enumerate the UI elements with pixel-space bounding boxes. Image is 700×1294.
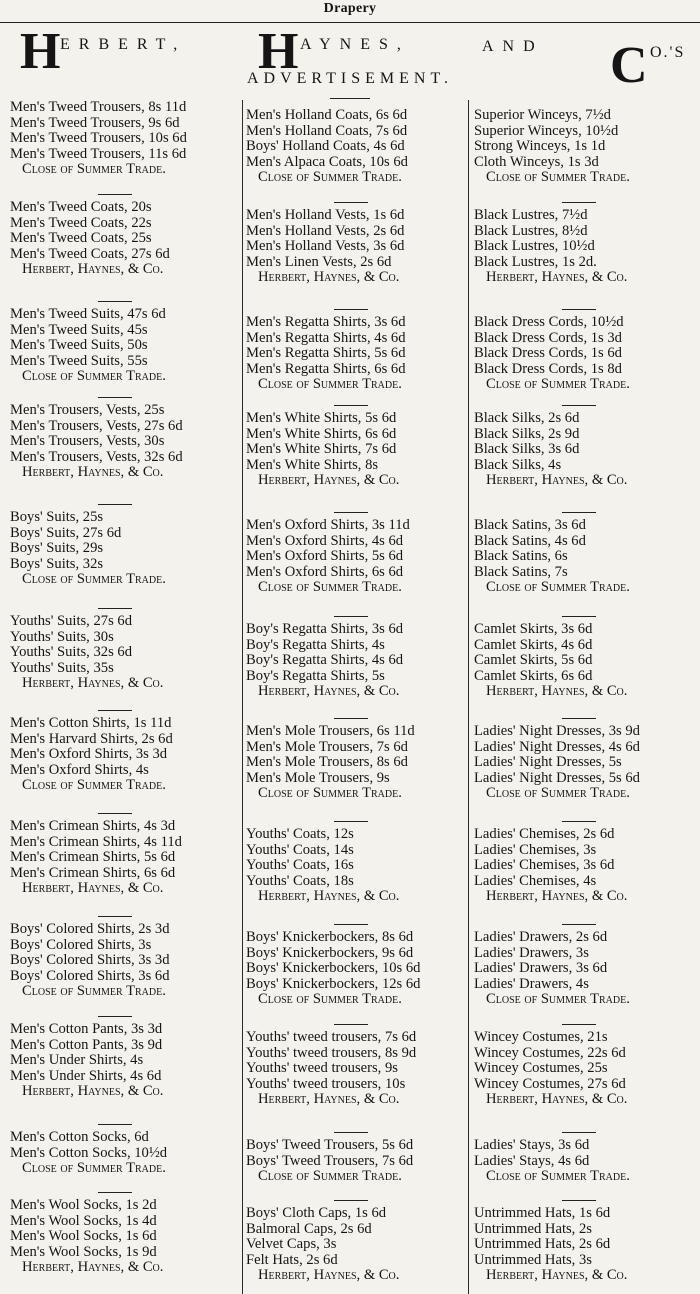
price-block [10, 1198, 242, 1276]
block-signature: Close of Summer Trade. [486, 991, 630, 1007]
block-signature: Close of Summer Trade. [258, 376, 402, 392]
price-block [474, 208, 698, 286]
price-line: Men's White Shirts, 5s 6d [246, 410, 397, 426]
block-signature: Herbert, Haynes, & Co. [486, 888, 628, 904]
block-separator [334, 1132, 368, 1133]
block-signature: Close of Summer Trade. [486, 169, 630, 185]
price-line: Ladies' Drawers, 3s [474, 944, 589, 961]
price-line: Black Lustres, 1s 2d. [474, 253, 597, 270]
price-line: Youths' Coats, 16s [246, 857, 354, 873]
block-separator [562, 1200, 596, 1201]
price-line: Men's Wool Socks, 1s 4d [10, 1212, 157, 1229]
block-signature: Herbert, Haynes, & Co. [486, 683, 628, 699]
price-line: Youths' Coats, 14s [246, 841, 354, 858]
block-signature: Close of Summer Trade. [258, 991, 402, 1007]
price-line: Men's Mole Trousers, 7s 6d [246, 738, 408, 755]
price-line: Boys' Knickerbockers, 8s 6d [246, 929, 414, 945]
block-separator [98, 916, 132, 917]
price-line: Men's Tweed Suits, 47s 6d [10, 306, 166, 322]
price-line: Boy's Regatta Shirts, 4s [246, 636, 385, 653]
price-line: Youths' tweed trousers, 9s [246, 1060, 398, 1076]
block-separator [98, 504, 132, 505]
block-separator [334, 1024, 368, 1025]
price-line: Men's Regatta Shirts, 3s 6d [246, 314, 406, 330]
column-right [474, 100, 698, 1294]
block-separator [562, 202, 596, 203]
price-line: Strong Winceys, 1s 1d [474, 138, 606, 154]
price-block [10, 1130, 242, 1177]
block-signature: Herbert, Haynes, & Co. [258, 1267, 400, 1283]
block-signature: Herbert, Haynes, & Co. [22, 880, 164, 896]
price-line: Men's Mole Trousers, 8s 6d [246, 754, 408, 770]
masthead-word-co: O.'S [650, 44, 686, 61]
price-block [246, 930, 468, 1008]
price-line: Superior Winceys, 10½d [474, 122, 619, 139]
block-separator [562, 924, 596, 925]
price-line: Men's Tweed Trousers, 9s 6d [10, 114, 180, 131]
block-separator [334, 202, 368, 203]
block-signature: Herbert, Haynes, & Co. [22, 261, 164, 277]
price-line: Boys' Suits, 25s [10, 509, 104, 525]
price-line: Men's Tweed Coats, 22s [10, 214, 152, 231]
block-separator [334, 405, 368, 406]
block-signature: Close of Summer Trade. [486, 579, 630, 595]
price-line: Boys' Tweed Trousers, 7s 6d [246, 1152, 414, 1169]
price-line: Youths' tweed trousers, 10s [246, 1075, 406, 1092]
price-line: Ladies' Night Dresses, 3s 9d [474, 723, 640, 739]
price-line: Men's Holland Vests, 3s 6d [246, 238, 405, 254]
price-line: Ladies' Chemises, 2s 6d [474, 826, 615, 842]
price-line: Men's Trousers, Vests, 25s [10, 402, 165, 418]
block-signature: Herbert, Haynes, & Co. [486, 1267, 628, 1283]
block-separator [334, 718, 368, 719]
block-separator [562, 309, 596, 310]
price-line: Black Dress Cords, 1s 3d [474, 329, 622, 346]
price-line: Boys' Knickerbockers, 10s 6d [246, 960, 421, 976]
price-block [10, 1022, 242, 1100]
block-signature: Herbert, Haynes, & Co. [486, 269, 628, 285]
price-block [10, 614, 242, 692]
price-block [474, 1030, 698, 1108]
block-signature: Close of Summer Trade. [486, 1168, 630, 1184]
price-line: Wincey Costumes, 27s 6d [474, 1075, 626, 1092]
price-block [474, 724, 698, 802]
price-line: Men's Mole Trousers, 9s [246, 769, 390, 786]
price-line: Ladies' Chemises, 4s [474, 872, 597, 889]
price-line: Men's Regatta Shirts, 5s 6d [246, 345, 406, 361]
price-line: Black Silks, 3s 6d [474, 441, 580, 457]
price-line: Black Dress Cords, 1s 8d [474, 360, 622, 377]
price-line: Men's Trousers, Vests, 27s 6d [10, 417, 183, 434]
block-signature: Close of Summer Trade. [22, 1160, 166, 1176]
price-block [10, 200, 242, 278]
price-line: Youths' Coats, 18s [246, 872, 354, 889]
price-line: Boy's Regatta Shirts, 3s 6d [246, 621, 404, 637]
price-line: Men's Tweed Suits, 55s [10, 352, 148, 369]
price-line: Untrimmed Hats, 3s [474, 1251, 592, 1268]
price-line: Men's Holland Vests, 2s 6d [246, 222, 405, 239]
price-line: Black Satins, 7s [474, 563, 568, 580]
block-separator [334, 1200, 368, 1201]
block-separator [562, 1024, 596, 1025]
price-line: Black Silks, 2s 6d [474, 410, 580, 426]
price-line: Men's Oxford Shirts, 5s 6d [246, 548, 404, 564]
price-line: Black Dress Cords, 10½d [474, 314, 624, 330]
price-line: Cloth Winceys, 1s 3d [474, 153, 599, 170]
column-middle [246, 100, 468, 1294]
price-block [246, 411, 468, 489]
price-line: Camlet Skirts, 6s 6d [474, 667, 593, 684]
block-signature: Close of Summer Trade. [258, 579, 402, 595]
price-line: Ladies' Chemises, 3s 6d [474, 857, 615, 873]
block-signature: Close of Summer Trade. [22, 777, 166, 793]
price-line: Black Silks, 4s [474, 456, 562, 473]
price-line: Men's White Shirts, 6s 6d [246, 425, 397, 442]
block-separator [98, 397, 132, 398]
price-line: Youths' tweed trousers, 8s 9d [246, 1044, 417, 1061]
price-line: Men's Under Shirts, 4s 6d [10, 1067, 162, 1084]
block-separator [98, 1016, 132, 1017]
price-line: Boys' Knickerbockers, 9s 6d [246, 944, 414, 961]
block-separator [562, 405, 596, 406]
masthead-word-herbert: ERBERT, [60, 36, 187, 53]
block-signature: Close of Summer Trade. [22, 571, 166, 587]
block-signature: Close of Summer Trade. [486, 376, 630, 392]
price-line: Men's Oxford Shirts, 4s 6d [246, 532, 404, 549]
block-signature: Herbert, Haynes, & Co. [22, 1083, 164, 1099]
price-line: Men's Regatta Shirts, 6s 6d [246, 360, 406, 377]
price-block [246, 1206, 468, 1284]
price-block [474, 827, 698, 905]
block-separator [562, 821, 596, 822]
price-line: Men's Under Shirts, 4s [10, 1052, 144, 1068]
price-block [246, 724, 468, 802]
block-separator [562, 718, 596, 719]
block-separator [562, 616, 596, 617]
block-separator [334, 821, 368, 822]
price-line: Men's Cotton Pants, 3s 3d [10, 1021, 163, 1037]
price-block [246, 208, 468, 286]
price-line: Ladies' Night Dresses, 5s [474, 754, 622, 770]
price-block [474, 1138, 698, 1185]
price-block [10, 307, 242, 385]
price-line: Men's Oxford Shirts, 3s 3d [10, 746, 168, 762]
block-signature: Close of Summer Trade. [258, 169, 402, 185]
price-line: Men's Tweed Coats, 25s [10, 230, 152, 246]
price-line: Youths' Suits, 30s [10, 628, 114, 645]
price-block [10, 819, 242, 897]
price-block [474, 622, 698, 700]
column-divider [242, 100, 243, 1294]
price-line: Balmoral Caps, 2s 6d [246, 1220, 372, 1237]
price-line: Ladies' Night Dresses, 5s 6d [474, 769, 640, 786]
price-line: Men's Harvard Shirts, 2s 6d [10, 730, 173, 747]
price-block [246, 315, 468, 393]
price-line: Ladies' Drawers, 4s [474, 975, 589, 992]
price-block [246, 1138, 468, 1185]
price-block [246, 827, 468, 905]
price-line: Men's Trousers, Vests, 30s [10, 433, 165, 449]
price-line: Men's Holland Coats, 6s 6d [246, 107, 408, 123]
price-line: Boys' Colored Shirts, 3s 6d [10, 967, 170, 984]
price-line: Black Lustres, 7½d [474, 207, 588, 223]
block-separator [562, 1132, 596, 1133]
price-line: Ladies' Stays, 3s 6d [474, 1137, 590, 1153]
price-line: Black Satins, 3s 6d [474, 517, 586, 533]
price-line: Men's Holland Vests, 1s 6d [246, 207, 405, 223]
price-block [246, 622, 468, 700]
masthead-word-haynes: AYNES, [300, 36, 410, 53]
price-line: Ladies' Night Dresses, 4s 6d [474, 738, 640, 755]
price-line: Black Lustres, 8½d [474, 222, 588, 239]
block-signature: Close of Summer Trade. [486, 785, 630, 801]
section-label: Drapery [323, 1, 377, 16]
masthead-initial-h1: H [20, 23, 61, 80]
price-line: Youths' Suits, 27s 6d [10, 613, 132, 629]
block-signature: Close of Summer Trade. [22, 161, 166, 177]
block-separator [98, 194, 132, 195]
page-header [0, 0, 700, 23]
price-line: Men's Holland Coats, 7s 6d [246, 122, 408, 139]
price-block [474, 315, 698, 393]
block-separator [334, 309, 368, 310]
price-block [474, 930, 698, 1008]
column-divider [468, 100, 469, 1294]
price-line: Wincey Costumes, 22s 6d [474, 1044, 626, 1061]
block-signature: Herbert, Haynes, & Co. [258, 1091, 400, 1107]
price-block [474, 1206, 698, 1284]
block-signature: Herbert, Haynes, & Co. [22, 464, 164, 480]
block-signature: Herbert, Haynes, & Co. [258, 472, 400, 488]
price-line: Boys' Colored Shirts, 3s 3d [10, 952, 170, 968]
masthead-initial-c: C [610, 37, 648, 94]
price-line: Men's Oxford Shirts, 3s 11d [246, 517, 410, 533]
price-line: Camlet Skirts, 4s 6d [474, 636, 593, 653]
price-line: Boys' Suits, 29s [10, 540, 104, 556]
price-line: Men's Tweed Coats, 20s [10, 199, 152, 215]
price-block [474, 518, 698, 596]
masthead-rule [330, 98, 370, 99]
price-line: Men's Tweed Trousers, 11s 6d [10, 145, 187, 162]
price-line: Camlet Skirts, 3s 6d [474, 621, 593, 637]
price-line: Boys' Suits, 32s [10, 555, 104, 572]
price-line: Untrimmed Hats, 2s 6d [474, 1236, 611, 1252]
price-line: Men's Wool Socks, 1s 2d [10, 1197, 157, 1213]
price-line: Black Satins, 4s 6d [474, 532, 586, 549]
block-separator [98, 813, 132, 814]
block-separator [562, 512, 596, 513]
price-line: Black Silks, 2s 9d [474, 425, 580, 442]
price-line: Men's Cotton Pants, 3s 9d [10, 1036, 163, 1053]
price-line: Men's Mole Trousers, 6s 11d [246, 723, 415, 739]
block-separator [98, 301, 132, 302]
block-separator [334, 616, 368, 617]
price-block [246, 518, 468, 596]
price-line: Men's Alpaca Coats, 10s 6d [246, 153, 408, 170]
price-line: Men's Wool Socks, 1s 6d [10, 1228, 157, 1244]
block-signature: Herbert, Haynes, & Co. [486, 1091, 628, 1107]
price-line: Felt Hats, 2s 6d [246, 1251, 338, 1268]
price-line: Men's Trousers, Vests, 32s 6d [10, 448, 183, 465]
price-line: Ladies' Drawers, 3s 6d [474, 960, 608, 976]
masthead-word-and: AND [482, 38, 544, 55]
price-line: Black Dress Cords, 1s 6d [474, 345, 622, 361]
price-block [246, 1030, 468, 1108]
block-signature: Herbert, Haynes, & Co. [22, 1259, 164, 1275]
price-line: Men's Crimean Shirts, 4s 3d [10, 818, 176, 834]
price-line: Men's Tweed Suits, 45s [10, 321, 148, 338]
price-line: Men's Oxford Shirts, 4s [10, 761, 149, 778]
price-line: Men's Wool Socks, 1s 9d [10, 1243, 157, 1260]
price-line: Ladies' Drawers, 2s 6d [474, 929, 608, 945]
price-line: Boy's Regatta Shirts, 4s 6d [246, 652, 404, 668]
price-line: Boys' Holland Coats, 4s 6d [246, 138, 405, 154]
price-line: Men's Tweed Coats, 27s 6d [10, 245, 170, 262]
price-line: Youths' Suits, 35s [10, 659, 114, 676]
block-signature: Close of Summer Trade. [22, 983, 166, 999]
column-left [10, 100, 242, 1294]
block-signature: Close of Summer Trade. [258, 1168, 402, 1184]
price-line: Men's Cotton Shirts, 1s 11d [10, 715, 172, 731]
price-block [10, 510, 242, 588]
price-line: Men's Cotton Socks, 10½d [10, 1144, 168, 1161]
price-line: Men's Cotton Socks, 6d [10, 1129, 149, 1145]
price-line: Boys' Tweed Trousers, 5s 6d [246, 1137, 414, 1153]
price-block [10, 403, 242, 481]
advertisement-columns [0, 100, 700, 1294]
price-block [10, 100, 242, 178]
price-line: Ladies' Chemises, 3s [474, 841, 597, 858]
price-block [474, 108, 698, 186]
price-line: Black Lustres, 10½d [474, 238, 595, 254]
price-line: Men's Crimean Shirts, 6s 6d [10, 864, 176, 881]
price-line: Men's Regatta Shirts, 4s 6d [246, 329, 406, 346]
masthead [0, 22, 700, 100]
price-line: Ladies' Stays, 4s 6d [474, 1152, 590, 1169]
block-signature: Herbert, Haynes, & Co. [258, 888, 400, 904]
block-separator [98, 608, 132, 609]
price-line: Men's Tweed Trousers, 8s 11d [10, 99, 187, 115]
block-signature: Herbert, Haynes, & Co. [258, 683, 400, 699]
price-line: Youths' Coats, 12s [246, 826, 354, 842]
price-line: Boy's Regatta Shirts, 5s [246, 667, 385, 684]
price-line: Superior Winceys, 7½d [474, 107, 611, 123]
block-signature: Herbert, Haynes, & Co. [258, 269, 400, 285]
price-line: Black Satins, 6s [474, 548, 568, 564]
price-line: Men's Crimean Shirts, 4s 11d [10, 833, 182, 850]
price-line: Boys' Colored Shirts, 2s 3d [10, 921, 170, 937]
price-block [10, 922, 242, 1000]
price-line: Untrimmed Hats, 1s 6d [474, 1205, 611, 1221]
price-block [10, 716, 242, 794]
block-separator [334, 924, 368, 925]
price-line: Youths' tweed trousers, 7s 6d [246, 1029, 417, 1045]
price-line: Untrimmed Hats, 2s [474, 1220, 592, 1237]
price-line: Boys' Suits, 27s 6d [10, 524, 122, 541]
price-line: Men's Linen Vests, 2s 6d [246, 253, 392, 270]
price-line: Men's Crimean Shirts, 5s 6d [10, 849, 176, 865]
block-separator [334, 512, 368, 513]
block-signature: Close of Summer Trade. [258, 785, 402, 801]
block-signature: Close of Summer Trade. [22, 368, 166, 384]
price-line: Men's White Shirts, 8s [246, 456, 379, 473]
price-line: Youths' Suits, 32s 6d [10, 644, 132, 660]
price-line: Camlet Skirts, 5s 6d [474, 652, 593, 668]
block-separator [98, 1192, 132, 1193]
price-line: Boys' Colored Shirts, 3s [10, 936, 152, 953]
masthead-subtitle: ADVERTISEMENT. [246, 70, 454, 87]
price-line: Men's Tweed Trousers, 10s 6d [10, 130, 187, 146]
price-line: Velvet Caps, 3s [246, 1236, 337, 1252]
price-line: Men's Tweed Suits, 50s [10, 337, 148, 353]
price-line: Men's White Shirts, 7s 6d [246, 441, 397, 457]
block-signature: Herbert, Haynes, & Co. [486, 472, 628, 488]
price-line: Wincey Costumes, 21s [474, 1029, 608, 1045]
block-separator [98, 710, 132, 711]
price-line: Men's Oxford Shirts, 6s 6d [246, 563, 404, 580]
price-block [246, 108, 468, 186]
price-line: Boys' Knickerbockers, 12s 6d [246, 975, 421, 992]
price-line: Wincey Costumes, 25s [474, 1060, 608, 1076]
price-line: Boys' Cloth Caps, 1s 6d [246, 1205, 387, 1221]
masthead-initial-h2: H [258, 23, 299, 80]
price-block [474, 411, 698, 489]
block-signature: Herbert, Haynes, & Co. [22, 675, 164, 691]
block-separator [98, 1124, 132, 1125]
